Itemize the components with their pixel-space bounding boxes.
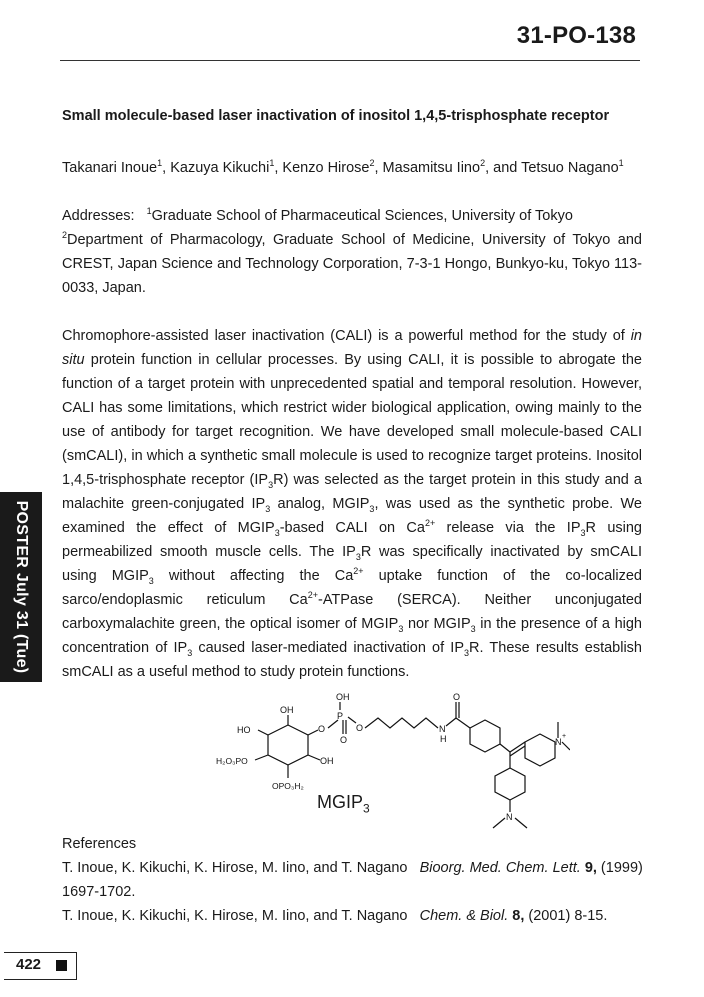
atom-label: H₂O₃PO [216,756,248,766]
side-tab [0,492,42,682]
atom-label: OH [336,692,350,702]
superscript: 2+ [307,590,318,601]
quinoid-ring [525,734,555,766]
abstract-text: -ATPase (SERCA). Neither unconjugated carboxymalachite green, the optical isomer of MGIP [62,592,642,632]
reference-authors: T. Inoue, K. Kikuchi, K. Hirose, M. Iino, and T. Nagano [62,860,408,876]
paper-title: Small molecule-based laser inactivation of inositol 1,4,5-trisphosphate receptor [62,108,610,124]
address-1: Graduate School of Pharmaceutical Sciences, University of Tokyo [151,208,573,224]
subscript: 3 [268,479,274,490]
reference-authors: T. Inoue, K. Kikuchi, K. Hirose, M. Iino, and T. Nagano [62,908,408,924]
superscript: 2+ [424,518,436,529]
abstract-text: uptake function of the co-localized sarco/endoplasmic reticulum Ca [62,568,642,608]
subscript: 3 [464,647,470,658]
reference-journal: Chem. & Biol. [419,908,509,924]
author-name: Kenzo Hirose [282,160,370,176]
reference-item [62,856,662,904]
abstract-text: release via the IP [435,520,581,536]
abstract-text: Chromophore-assisted laser inactivation (CALI) is a powerful method for the study of [62,328,631,344]
atom-label: OPO₃H₂ [272,781,304,791]
address-2: Department of Pharmacology, Graduate School of Medicine, University of Tokyo and CREST, Japan Science and Technology Corporation, 7-3-1 Hongo, Bunkyo-ku, Tokyo 113-0033, Japan. [62,232,642,296]
references-heading: References [62,836,137,852]
affiliation-mark: 2 [62,230,68,241]
square-marker-icon [56,960,67,971]
abstract-text: R using permeabilized smooth muscle cells. The IP [62,520,642,560]
mgip3-structure [210,690,570,830]
side-tab-label: POSTER July 31 (Tue) [13,500,30,674]
abstract-text: R. These results establish smCALI as a useful method to study protein functions. [62,640,642,680]
affiliation-mark: 1 [618,158,624,169]
abstract-text: without affecting the Ca [153,568,354,584]
atom-label: OH [280,705,294,715]
atom-label: HO [237,725,251,735]
affiliation-mark: 2 [369,158,375,169]
superscript: 2+ [353,566,364,577]
benzene-ring [470,720,500,752]
abstract-text: analog, MGIP [270,496,370,512]
abstract-text: protein function in cellular processes. By using CALI, it is possible to abrogate the function of a target protein with unprecedented spatial and temporal resolution. However, CALI has some limitations, which restrict wider biological application, owing mainly to the use of antibody for target recognition. We have developed small molecule-based CALI (smCALI), in which a synthetic small molecule is used to recognize target proteins. Inositol 1,4,5-trisphosphate receptor (IP [62,352,642,488]
subscript: 3 [398,623,404,634]
reference-journal: Bioorg. Med. Chem. Lett. [419,860,581,876]
reference-volume: 9, [584,860,597,876]
atom-label: OH [320,756,334,766]
atom-label: O [318,724,326,734]
separator: , [274,160,283,176]
subscript: 3 [274,527,280,538]
poster-code: 31-PO-138 [516,22,636,49]
abstract [62,324,642,684]
atom-label: O [356,723,364,733]
separator: , and [485,160,522,176]
atom-label: + [562,733,567,740]
subscript: 3 [580,527,586,538]
abstract-text: , was used as the synthetic probe. We examined the effect of MGIP [62,496,642,536]
abstract-text: caused laser-mediated inactivation of IP [192,640,465,656]
author-name: Masamitsu Iino [382,160,481,176]
atom-label: P [337,711,344,721]
abstract-italic: in situ [62,328,642,368]
atom-label: O [453,692,461,702]
header-rule [60,60,640,61]
reference-pages: (2001) 8-15. [524,908,608,924]
atom-label: N [506,812,513,822]
addresses [62,204,642,300]
subscript: 3 [369,503,375,514]
affiliation-mark: 1 [269,158,275,169]
abstract-text: -based CALI on Ca [279,520,425,536]
subscript: 3 [265,503,271,514]
atom-label: O [340,735,348,745]
author-name: Kazuya Kikuchi [170,160,270,176]
dimethylaniline-ring [495,768,525,800]
abstract-text: nor MGIP [403,616,471,632]
separator: , [162,160,171,176]
abstract-text: R) was selected as the target protein in this study and a malachite green-conjugated IP [62,472,642,512]
references [62,832,662,928]
affiliation-mark: 1 [146,206,152,217]
affiliation-mark: 1 [157,158,163,169]
abstract-text: R was specifically inactivated by smCALI using MGIP [62,544,642,584]
subscript: 3 [363,801,370,816]
author-name: Takanari Inoue [62,160,158,176]
compound-label [317,792,370,816]
separator: , [374,160,383,176]
atom-label: N [439,724,446,734]
affiliation-mark: 2 [480,158,486,169]
author-name: Tetsuo Nagano [521,160,619,176]
subscript: 3 [470,623,476,634]
compound-name: MGIP [317,792,364,812]
atom-label: N [555,737,562,747]
abstract-text: in the presence of a high concentration of IP [62,616,642,656]
author-list [62,156,662,180]
atom-label: H [440,734,447,744]
reference-volume: 8, [512,908,525,924]
subscript: 3 [187,647,193,658]
subscript: 3 [355,551,361,562]
addresses-label: Addresses: [62,208,135,224]
subscript: 3 [148,575,154,586]
page-number-box [4,952,77,980]
reference-item [62,904,662,928]
inositol-ring [268,725,308,765]
reference-pages: (1999) 1697-1702. [62,860,643,900]
page-number: 422 [16,956,42,973]
